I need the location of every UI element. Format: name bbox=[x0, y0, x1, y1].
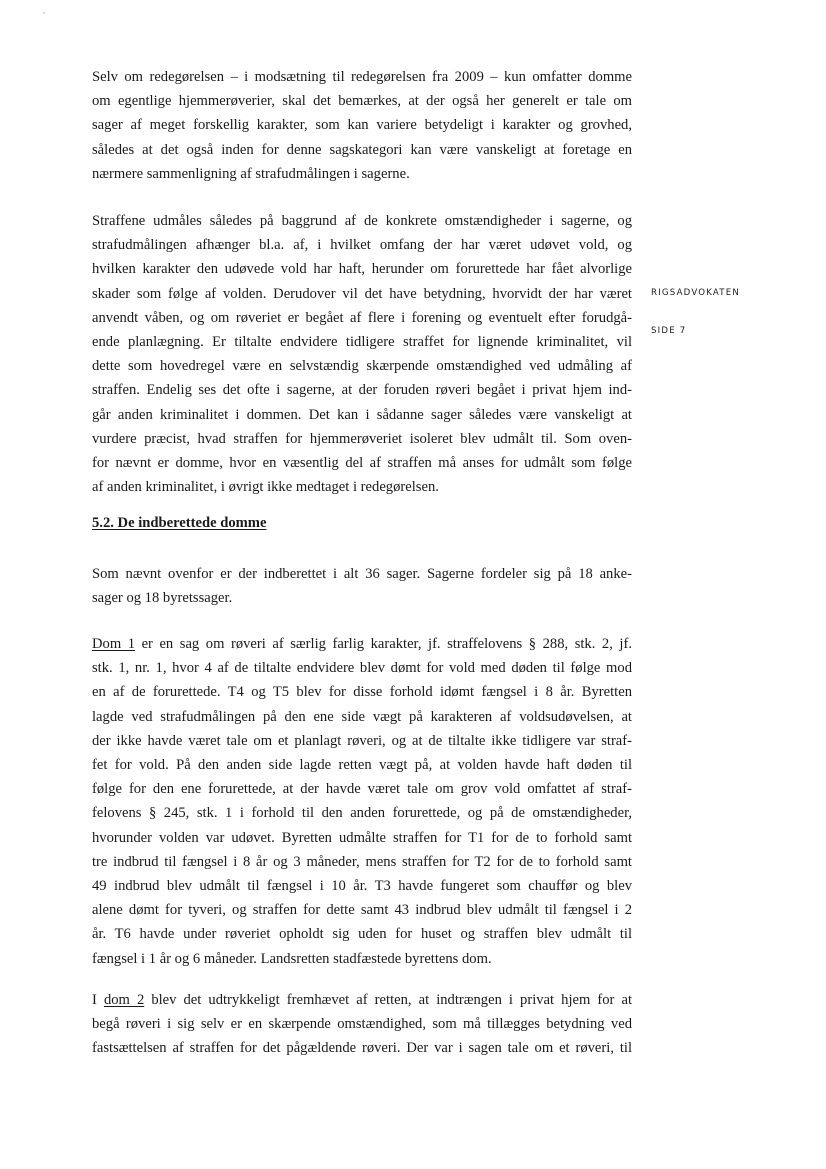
paragraph-line: af anden kriminalitet, i øvrigt ikke medtaget i redegørelsen. bbox=[92, 479, 439, 496]
paragraph-line: stk. 1, nr. 1, hvor 4 af de tiltalte endvidere blev dømt for vold med døden til følge mod bbox=[92, 660, 632, 677]
paragraph-line: ende planlægning. Er tiltalte endvidere tidligere straffet for lignende kriminalitet, vil bbox=[92, 334, 632, 351]
paragraph-line: år. T6 havde under røveriet opholdt sig uden for huset og straffen blev udmålt til bbox=[92, 926, 632, 943]
paragraph-line: følge for den ene forurettede, at der havde været tale om grov vold omfattet af straf- bbox=[92, 781, 632, 798]
paragraph-line: begå røveri i sig selv er en skærpende omstændighed, som må tillægges betydning ved bbox=[92, 1016, 632, 1033]
paragraph-line: for nævnt er domme, hvor en væsentlig del af straffen må anses for udmålt som følge bbox=[92, 455, 632, 472]
paragraph-dom-1 bbox=[92, 632, 632, 971]
paragraph-line: nærmere sammenligning af strafudmålingen i sagerne. bbox=[92, 165, 410, 182]
paragraph-line: vurdere præcist, hvad straffen for hjemmerøveriet isoleret blev udmålt til. Som oven- bbox=[92, 430, 632, 447]
paragraph-line: Dom 1 er en sag om røveri af særlig farlig karakter, jf. straffelovens § 288, stk. 2, jf. bbox=[92, 636, 632, 652]
paragraph-sentencing-factors bbox=[92, 209, 632, 499]
paragraph-line: alene dømt for tyveri, og straffen for dette samt 43 indbrud blev udmålt til fængsel i 2 bbox=[92, 902, 632, 919]
paragraph-line: 49 indbrud blev udmålt til fængsel i 10 år. T3 havde fungeret som chauffør og blev bbox=[92, 878, 632, 895]
paragraph-line: hvilken karakter den udøvede vold har haft, herunder om forurettede har fået alvorlige bbox=[92, 261, 632, 278]
case-link-dom-1[interactable]: Dom 1 bbox=[92, 636, 136, 652]
scan-speck bbox=[43, 12, 45, 14]
paragraph-line: lagde ved strafudmålingen på den ene side vægt på karakteren af voldsudøvelsen, at bbox=[92, 708, 632, 725]
paragraph-line: I dom 2 blev det udtrykkeligt fremhævet af retten, at indtrængen i privat hjem for at bbox=[92, 992, 633, 1008]
paragraph-line: sager af meget forskellig karakter, som kan variere betydeligt i karakter og grovhed, bbox=[92, 117, 632, 134]
paragraph-line: fastsættelsen af straffen for det pågældende røveri. Der var i sagen tale om et røveri, til bbox=[92, 1040, 632, 1057]
paragraph-line: Straffene udmåles således på baggrund af de konkrete omstændigheder i sagerne, og bbox=[92, 213, 632, 229]
paragraph-line: straffen. Endelig ses det ofte i sagerne, at der foruden røveri begået i privat hjem ind- bbox=[92, 382, 632, 399]
paragraph-line: strafudmålingen afhænger bl.a. af, i hvilket omfang der har været udøvet vold, og bbox=[92, 237, 632, 254]
paragraph-line: fængsel i 1 år og 6 måneder. Landsretten stadfæstede byrettens dom. bbox=[92, 950, 492, 967]
paragraph-line: sager og 18 byretssager. bbox=[92, 590, 233, 607]
paragraph-dom-2 bbox=[92, 988, 632, 1061]
paragraph-line: tre indbrud til fængsel i 8 år og 3 måneder, mens straffen for T2 for de to forhold samt bbox=[92, 853, 632, 870]
paragraph-line: fet for vold. På den anden side lagde retten vægt på, at volden havde haft døden til bbox=[92, 757, 632, 774]
paragraph-line: anvendt våben, og om røveriet er begået af flere i forening og eventuelt efter forudgå- bbox=[92, 309, 632, 326]
paragraph-line: går anden kriminalitet i dommen. Det kan i sådanne sager således være vanskeligt at bbox=[92, 406, 632, 423]
section-heading: 5.2. De indberettede domme bbox=[92, 515, 267, 531]
paragraph-line: om egentlige hjemmerøverier, skal det bemærkes, at der også her generelt er tale om bbox=[92, 93, 632, 110]
paragraph-scope-note bbox=[92, 65, 632, 186]
paragraph-line: således at det også inden for denne sagskategori kan være vanskeligt at foretage en bbox=[92, 141, 632, 158]
paragraph-line: Selv om redegørelsen – i modsætning til redegørelsen fra 2009 – kun omfatter domme bbox=[92, 69, 632, 85]
paragraph-line: der ikke havde været tale om et planlagt røveri, og at de tiltalte ikke tidligere var straf- bbox=[92, 732, 632, 749]
sidebar-org-name: RIGSADVOKATEN bbox=[651, 288, 741, 298]
paragraph-line: skader som følge af volden. Derudover vil det have betydning, hvorvidt der har været bbox=[92, 285, 632, 302]
paragraph-line: felovens § 245, stk. 1 i forhold til den anden forurettede, og på de omstændigheder, bbox=[92, 805, 632, 822]
sidebar-page-number: SIDE 7 bbox=[651, 326, 687, 336]
paragraph-case-count bbox=[92, 562, 632, 610]
case-link-dom-2[interactable]: dom 2 bbox=[103, 992, 145, 1008]
paragraph-line: dette som hovedregel være en selvstændig skærpende omstændighed ved udmåling af bbox=[92, 358, 632, 375]
paragraph-line: Som nævnt ovenfor er der indberettet i alt 36 sager. Sagerne fordeler sig på 18 anke- bbox=[92, 566, 632, 582]
paragraph-line: en af de forurettede. T4 og T5 blev for disse forhold idømt fængsel i 8 år. Byretten bbox=[92, 684, 632, 701]
paragraph-line: hvorunder volden var udøvet. Byretten udmålte straffen for T1 for de to forhold samt bbox=[92, 829, 632, 846]
